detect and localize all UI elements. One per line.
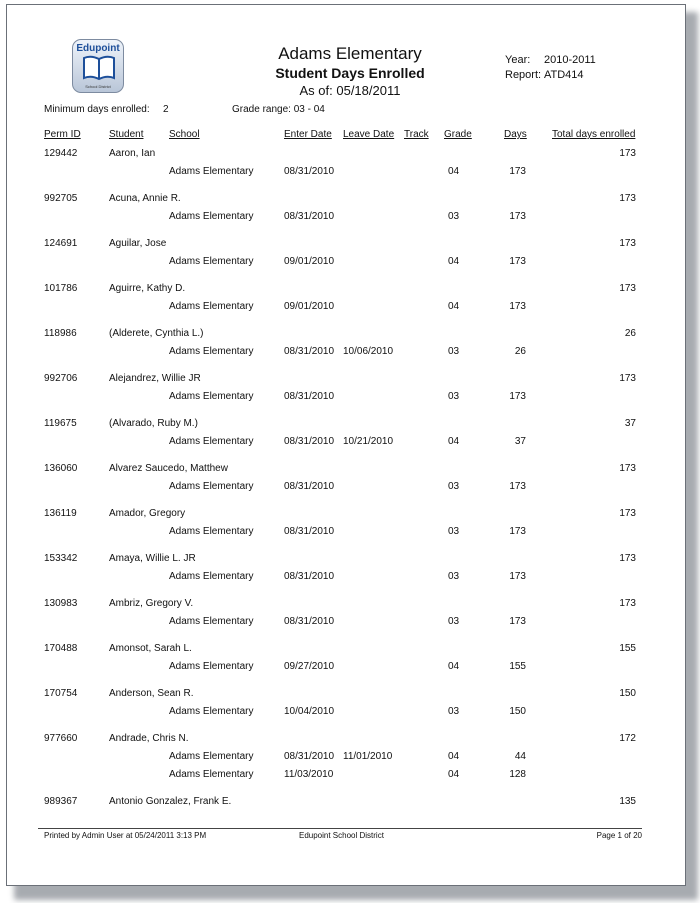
enrollment-school: Adams Elementary <box>169 526 254 537</box>
perm-id: 136119 <box>44 508 77 519</box>
perm-id: 136060 <box>44 463 78 474</box>
enter-date: 08/31/2010 <box>284 436 335 447</box>
enrollment-school: Adams Elementary <box>169 571 254 582</box>
leave-date: 10/06/2010 <box>343 346 394 357</box>
as-of-date: As of: 05/18/2011 <box>299 83 401 98</box>
perm-id: 118986 <box>44 328 77 339</box>
year-value: 2010-2011 <box>544 54 596 66</box>
enter-date: 08/31/2010 <box>284 346 335 357</box>
report-label: Report: <box>505 69 542 81</box>
report-title: Student Days Enrolled <box>275 65 425 81</box>
days: 173 <box>509 166 526 177</box>
report-code: ATD414 <box>544 69 584 81</box>
days: 150 <box>509 706 526 717</box>
days: 128 <box>509 769 526 780</box>
book-icon <box>82 55 116 81</box>
perm-id: 101786 <box>44 283 78 294</box>
total-days: 173 <box>619 238 636 249</box>
days: 173 <box>509 256 526 267</box>
grade: 03 <box>448 211 460 222</box>
total-days: 173 <box>619 553 636 564</box>
student-name: Amaya, Willie L. JR <box>109 553 196 564</box>
days: 173 <box>509 391 526 402</box>
total-days: 150 <box>619 688 636 699</box>
grade: 03 <box>448 616 460 627</box>
enrollment-school: Adams Elementary <box>169 301 254 312</box>
col-perm-id: Perm ID <box>44 129 81 140</box>
total-days: 173 <box>619 598 636 609</box>
enrollment-school: Adams Elementary <box>169 661 254 672</box>
days: 155 <box>509 661 526 672</box>
enrollment-school: Adams Elementary <box>169 706 254 717</box>
enrollment-school: Adams Elementary <box>169 751 254 762</box>
perm-id: 992705 <box>44 193 78 204</box>
days: 173 <box>509 481 526 492</box>
enrollment-school: Adams Elementary <box>169 211 254 222</box>
col-enter-date: Enter Date <box>284 129 332 140</box>
total-days: 26 <box>624 328 636 339</box>
enter-date: 09/01/2010 <box>284 301 335 312</box>
enter-date: 08/31/2010 <box>284 211 335 222</box>
enter-date: 08/31/2010 <box>284 751 335 762</box>
student-name: Acuna, Annie R. <box>109 193 181 204</box>
grade: 03 <box>448 571 460 582</box>
student-name: Ambriz, Gregory V. <box>109 598 194 609</box>
perm-id: 992706 <box>44 373 78 384</box>
enter-date: 08/31/2010 <box>284 481 335 492</box>
enrollment-school: Adams Elementary <box>169 166 254 177</box>
logo-subtitle: School District <box>85 84 111 89</box>
perm-id: 989367 <box>44 796 78 807</box>
grade: 03 <box>448 346 460 357</box>
grade: 04 <box>448 661 460 672</box>
perm-id: 124691 <box>44 238 78 249</box>
perm-id: 170488 <box>44 643 78 654</box>
enrollment-school: Adams Elementary <box>169 436 254 447</box>
col-total-days: Total days enrolled <box>552 129 636 140</box>
grade: 03 <box>448 526 460 537</box>
grade-range: Grade range: 03 - 04 <box>232 104 325 115</box>
year-label: Year: <box>505 54 531 66</box>
enter-date: 09/27/2010 <box>284 661 335 672</box>
student-name: Aaron, Ian <box>109 148 156 159</box>
perm-id: 977660 <box>44 733 78 744</box>
days: 173 <box>509 571 526 582</box>
perm-id: 170754 <box>44 688 78 699</box>
total-days: 173 <box>619 148 636 159</box>
edupoint-logo <box>72 39 124 93</box>
perm-id: 130983 <box>44 598 78 609</box>
grade: 04 <box>448 301 460 312</box>
enrollment-school: Adams Elementary <box>169 769 254 780</box>
student-name: Amador, Gregory <box>109 508 186 519</box>
col-days: Days <box>504 129 527 140</box>
total-days: 172 <box>619 733 636 744</box>
student-name: (Alderete, Cynthia L.) <box>109 328 204 339</box>
total-days: 37 <box>624 418 636 429</box>
student-name: Anderson, Sean R. <box>109 688 194 699</box>
grade: 04 <box>448 256 460 267</box>
student-name: Aguirre, Kathy D. <box>109 283 186 294</box>
total-days: 173 <box>619 193 636 204</box>
grade: 03 <box>448 706 460 717</box>
footer-page: Page 1 of 20 <box>596 831 642 840</box>
total-days: 173 <box>619 283 636 294</box>
grade: 04 <box>448 436 460 447</box>
days: 173 <box>509 211 526 222</box>
col-track: Track <box>404 129 429 140</box>
enter-date: 08/31/2010 <box>284 571 335 582</box>
perm-id: 153342 <box>44 553 78 564</box>
enrollment-school: Adams Elementary <box>169 481 254 492</box>
footer-divider <box>38 828 642 829</box>
perm-id: 119675 <box>44 418 77 429</box>
days: 44 <box>514 751 526 762</box>
col-leave-date: Leave Date <box>343 129 395 140</box>
student-name: Andrade, Chris N. <box>109 733 189 744</box>
col-student: Student <box>109 129 144 140</box>
perm-id: 129442 <box>44 148 78 159</box>
grade: 04 <box>448 166 460 177</box>
grade: 03 <box>448 481 460 492</box>
enter-date: 08/31/2010 <box>284 166 335 177</box>
student-name: (Alvarado, Ruby M.) <box>109 418 198 429</box>
grade: 03 <box>448 391 460 402</box>
days: 173 <box>509 616 526 627</box>
enter-date: 08/31/2010 <box>284 616 335 627</box>
days: 26 <box>514 346 526 357</box>
enrollment-school: Adams Elementary <box>169 391 254 402</box>
col-school: School <box>169 129 200 140</box>
grade: 04 <box>448 769 460 780</box>
student-name: Alvarez Saucedo, Matthew <box>109 463 228 474</box>
enter-date: 11/03/2010 <box>284 769 334 780</box>
min-days-label: Minimum days enrolled: <box>44 104 150 115</box>
footer-district: Edupoint School District <box>299 831 384 840</box>
student-name: Amonsot, Sarah L. <box>109 643 192 654</box>
student-name: Antonio Gonzalez, Frank E. <box>109 796 232 807</box>
enrollment-school: Adams Elementary <box>169 616 254 627</box>
col-grade: Grade <box>444 129 472 140</box>
days: 173 <box>509 526 526 537</box>
min-days-value: 2 <box>163 104 169 115</box>
total-days: 135 <box>619 796 636 807</box>
enter-date: 08/31/2010 <box>284 526 335 537</box>
total-days: 173 <box>619 508 636 519</box>
enter-date: 08/31/2010 <box>284 391 335 402</box>
footer-printed-by: Printed by Admin User at 05/24/2011 3:13 PM <box>44 831 207 840</box>
grade: 04 <box>448 751 460 762</box>
school-name: Adams Elementary <box>278 44 422 63</box>
days: 37 <box>514 436 526 447</box>
logo-name: Edupoint <box>76 43 120 54</box>
enrollment-school: Adams Elementary <box>169 256 254 267</box>
total-days: 155 <box>619 643 636 654</box>
days: 173 <box>509 301 526 312</box>
enter-date: 10/04/2010 <box>284 706 335 717</box>
enter-date: 09/01/2010 <box>284 256 335 267</box>
student-name: Aguilar, Jose <box>109 238 167 249</box>
leave-date: 10/21/2010 <box>343 436 394 447</box>
enrollment-school: Adams Elementary <box>169 346 254 357</box>
total-days: 173 <box>619 373 636 384</box>
total-days: 173 <box>619 463 636 474</box>
leave-date: 11/01/2010 <box>343 751 393 762</box>
student-name: Alejandrez, Willie JR <box>109 373 201 384</box>
